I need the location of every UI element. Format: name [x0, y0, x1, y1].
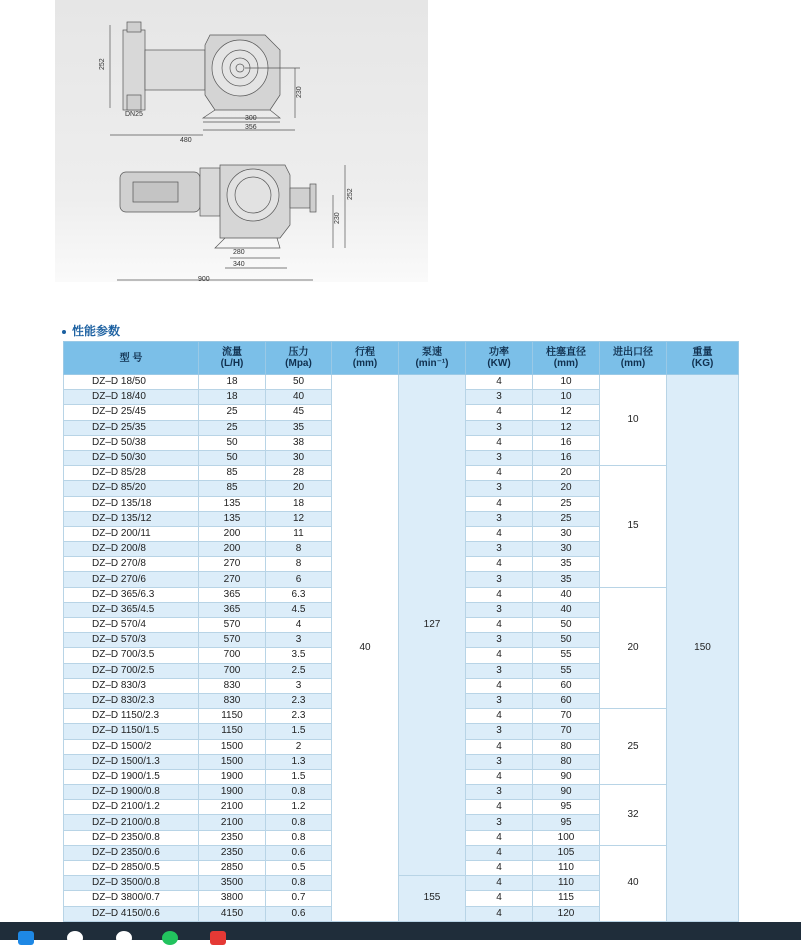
plunger-diameter-cell: 16	[533, 450, 600, 465]
pressure-cell: 6.3	[266, 587, 332, 602]
flow-cell: 135	[199, 496, 266, 511]
power-cell: 4	[466, 906, 533, 921]
taskbar	[0, 922, 801, 940]
plunger-diameter-cell: 80	[533, 739, 600, 754]
power-cell: 4	[466, 891, 533, 906]
power-cell: 3	[466, 693, 533, 708]
column-header	[667, 342, 739, 375]
flow-cell: 25	[199, 405, 266, 420]
plunger-diameter-cell: 60	[533, 678, 600, 693]
flow-cell: 830	[199, 678, 266, 693]
model-cell: DZ–D 2350/0.8	[64, 830, 199, 845]
pressure-cell: 1.2	[266, 800, 332, 815]
flow-cell: 85	[199, 466, 266, 481]
model-cell: DZ–D 4150/0.6	[64, 906, 199, 921]
port-diameter-cell: 32	[600, 785, 667, 846]
pressure-cell: 0.5	[266, 861, 332, 876]
plunger-diameter-cell: 55	[533, 648, 600, 663]
plunger-diameter-cell: 30	[533, 542, 600, 557]
flow-cell: 700	[199, 648, 266, 663]
plunger-diameter-cell: 10	[533, 375, 600, 390]
plunger-diameter-cell: 25	[533, 511, 600, 526]
port-diameter-cell: 15	[600, 466, 667, 588]
model-cell: DZ–D 50/30	[64, 450, 199, 465]
flow-cell: 4150	[199, 906, 266, 921]
plunger-diameter-cell: 12	[533, 405, 600, 420]
model-cell: DZ–D 2350/0.6	[64, 845, 199, 860]
model-cell: DZ–D 200/11	[64, 526, 199, 541]
flow-cell: 1500	[199, 739, 266, 754]
flow-cell: 1900	[199, 769, 266, 784]
power-cell: 4	[466, 587, 533, 602]
port-diameter-cell: 25	[600, 709, 667, 785]
model-cell: DZ–D 365/4.5	[64, 602, 199, 617]
power-cell: 4	[466, 876, 533, 891]
pressure-cell: 2.3	[266, 709, 332, 724]
power-cell: 4	[466, 845, 533, 860]
power-cell: 3	[466, 542, 533, 557]
power-cell: 4	[466, 800, 533, 815]
table-body	[64, 375, 739, 922]
column-header	[399, 342, 466, 375]
column-header-unit: (min⁻¹)	[415, 358, 449, 369]
flow-cell: 1150	[199, 724, 266, 739]
flow-cell: 365	[199, 602, 266, 617]
performance-table	[63, 341, 739, 922]
dim-230-side: 230	[334, 212, 341, 224]
column-header-unit: (L/H)	[220, 358, 244, 369]
pressure-cell: 0.8	[266, 815, 332, 830]
pressure-cell: 4.5	[266, 602, 332, 617]
power-cell: 3	[466, 785, 533, 800]
section-title-text: 性能参数	[72, 324, 121, 338]
plunger-diameter-cell: 70	[533, 709, 600, 724]
table-row	[64, 375, 739, 390]
dim-230-top: 230	[296, 86, 303, 98]
power-cell: 4	[466, 709, 533, 724]
plunger-diameter-cell: 10	[533, 390, 600, 405]
power-cell: 4	[466, 496, 533, 511]
flow-cell: 570	[199, 618, 266, 633]
plunger-diameter-cell: 120	[533, 906, 600, 921]
power-cell: 4	[466, 435, 533, 450]
wechat-icon[interactable]	[162, 931, 178, 945]
power-cell: 4	[466, 466, 533, 481]
mail-icon[interactable]	[18, 931, 34, 945]
power-cell: 3	[466, 754, 533, 769]
model-cell: DZ–D 570/3	[64, 633, 199, 648]
model-cell: DZ–D 85/20	[64, 481, 199, 496]
model-cell: DZ–D 85/28	[64, 466, 199, 481]
flow-cell: 3800	[199, 891, 266, 906]
flow-cell: 3500	[199, 876, 266, 891]
column-header	[466, 342, 533, 375]
pressure-cell: 28	[266, 466, 332, 481]
flow-cell: 830	[199, 693, 266, 708]
column-header	[600, 342, 667, 375]
pressure-cell: 1.5	[266, 769, 332, 784]
model-cell: DZ–D 1150/1.5	[64, 724, 199, 739]
flow-cell: 365	[199, 587, 266, 602]
flow-cell: 50	[199, 435, 266, 450]
plunger-diameter-cell: 90	[533, 769, 600, 784]
model-cell: DZ–D 135/12	[64, 511, 199, 526]
plunger-diameter-cell: 80	[533, 754, 600, 769]
pump-speed-cell: 127	[399, 375, 466, 876]
column-header-label: 功率	[489, 347, 509, 358]
flow-cell: 18	[199, 375, 266, 390]
model-cell: DZ–D 50/38	[64, 435, 199, 450]
section-title	[62, 322, 120, 339]
flow-cell: 25	[199, 420, 266, 435]
column-header-label: 行程	[355, 347, 375, 358]
flow-cell: 1500	[199, 754, 266, 769]
plunger-diameter-cell: 40	[533, 587, 600, 602]
pressure-cell: 8	[266, 557, 332, 572]
dim-252-top: 252	[99, 58, 106, 70]
pressure-cell: 6	[266, 572, 332, 587]
power-cell: 4	[466, 526, 533, 541]
flow-cell: 270	[199, 557, 266, 572]
power-cell: 4	[466, 557, 533, 572]
column-header-unit: (mm)	[620, 358, 646, 369]
port-diameter-cell: 20	[600, 587, 667, 709]
model-cell: DZ–D 1900/0.8	[64, 785, 199, 800]
model-cell: DZ–D 18/40	[64, 390, 199, 405]
model-cell: DZ–D 1500/1.3	[64, 754, 199, 769]
column-header-label: 流量	[222, 347, 242, 358]
flow-cell: 50	[199, 450, 266, 465]
dim-900: 900	[198, 276, 210, 282]
plunger-diameter-cell: 30	[533, 526, 600, 541]
app-red-icon[interactable]	[210, 931, 226, 945]
pressure-cell: 38	[266, 435, 332, 450]
power-cell: 4	[466, 405, 533, 420]
model-cell: DZ–D 830/3	[64, 678, 199, 693]
power-cell: 4	[466, 648, 533, 663]
column-header-label: 压力	[288, 347, 309, 358]
power-cell: 4	[466, 739, 533, 754]
flow-cell: 85	[199, 481, 266, 496]
browser-icon[interactable]	[67, 931, 83, 945]
dim-280: 280	[233, 249, 245, 256]
power-cell: 4	[466, 861, 533, 876]
plunger-diameter-cell: 50	[533, 633, 600, 648]
pump-speed-cell: 155	[399, 876, 466, 922]
table-header-row	[64, 342, 739, 375]
power-cell: 3	[466, 815, 533, 830]
plunger-diameter-cell: 35	[533, 557, 600, 572]
pressure-cell: 2.3	[266, 693, 332, 708]
pressure-cell: 45	[266, 405, 332, 420]
flow-cell: 270	[199, 572, 266, 587]
power-cell: 4	[466, 678, 533, 693]
flow-cell: 200	[199, 542, 266, 557]
plunger-diameter-cell: 40	[533, 602, 600, 617]
column-header	[199, 342, 266, 375]
pressure-cell: 8	[266, 542, 332, 557]
flow-cell: 18	[199, 390, 266, 405]
column-header-label: 型 号	[119, 352, 143, 364]
flow-cell: 2850	[199, 861, 266, 876]
flow-cell: 1900	[199, 785, 266, 800]
drawing-svg	[55, 0, 428, 282]
model-cell: DZ–D 1500/2	[64, 739, 199, 754]
pressure-cell: 3	[266, 633, 332, 648]
plunger-diameter-cell: 90	[533, 785, 600, 800]
plunger-diameter-cell: 95	[533, 815, 600, 830]
dim-dn25: DN25	[125, 111, 143, 118]
plunger-diameter-cell: 20	[533, 481, 600, 496]
power-cell: 3	[466, 633, 533, 648]
power-cell: 3	[466, 390, 533, 405]
model-cell: DZ–D 830/2.3	[64, 693, 199, 708]
power-cell: 3	[466, 420, 533, 435]
model-cell: DZ–D 18/50	[64, 375, 199, 390]
model-cell: DZ–D 1900/1.5	[64, 769, 199, 784]
pressure-cell: 0.8	[266, 876, 332, 891]
column-header-unit: (KG)	[691, 358, 714, 369]
power-cell: 3	[466, 602, 533, 617]
dim-252-side: 252	[347, 188, 354, 200]
model-cell: DZ–D 1150/2.3	[64, 709, 199, 724]
power-cell: 3	[466, 450, 533, 465]
power-cell: 4	[466, 769, 533, 784]
weight-cell: 150	[667, 375, 739, 922]
pressure-cell: 12	[266, 511, 332, 526]
model-cell: DZ–D 700/3.5	[64, 648, 199, 663]
model-cell: DZ–D 25/45	[64, 405, 199, 420]
plunger-diameter-cell: 100	[533, 830, 600, 845]
model-cell: DZ–D 135/18	[64, 496, 199, 511]
plunger-diameter-cell: 110	[533, 861, 600, 876]
pressure-cell: 0.6	[266, 906, 332, 921]
column-header-unit: (mm)	[553, 358, 579, 369]
model-cell: DZ–D 270/8	[64, 557, 199, 572]
model-cell: DZ–D 3500/0.8	[64, 876, 199, 891]
pressure-cell: 0.8	[266, 830, 332, 845]
plunger-diameter-cell: 115	[533, 891, 600, 906]
plunger-diameter-cell: 25	[533, 496, 600, 511]
column-header-unit: (Mpa)	[285, 358, 312, 369]
plunger-diameter-cell: 105	[533, 845, 600, 860]
column-header	[64, 342, 199, 375]
pressure-cell: 50	[266, 375, 332, 390]
flow-cell: 2350	[199, 845, 266, 860]
power-cell: 4	[466, 375, 533, 390]
flow-cell: 200	[199, 526, 266, 541]
flow-cell: 700	[199, 663, 266, 678]
pressure-cell: 35	[266, 420, 332, 435]
port-diameter-cell: 40	[600, 845, 667, 921]
column-header-unit: (mm)	[352, 358, 378, 369]
plunger-diameter-cell: 70	[533, 724, 600, 739]
power-cell: 3	[466, 724, 533, 739]
power-cell: 3	[466, 511, 533, 526]
model-cell: DZ–D 700/2.5	[64, 663, 199, 678]
model-cell: DZ–D 270/6	[64, 572, 199, 587]
plunger-diameter-cell: 60	[533, 693, 600, 708]
pressure-cell: 0.8	[266, 785, 332, 800]
flow-cell: 2100	[199, 800, 266, 815]
model-cell: DZ–D 25/35	[64, 420, 199, 435]
flow-cell: 2100	[199, 815, 266, 830]
model-cell: DZ–D 2100/1.2	[64, 800, 199, 815]
column-header	[266, 342, 332, 375]
port-diameter-cell: 10	[600, 375, 667, 466]
column-header-label: 进出口径	[613, 347, 653, 358]
power-cell: 4	[466, 618, 533, 633]
plunger-diameter-cell: 55	[533, 663, 600, 678]
power-cell: 3	[466, 663, 533, 678]
pressure-cell: 2	[266, 739, 332, 754]
flow-cell: 1150	[199, 709, 266, 724]
column-header-label: 柱塞直径	[546, 347, 586, 358]
bullet-icon	[62, 330, 66, 334]
model-cell: DZ–D 570/4	[64, 618, 199, 633]
column-header-label: 泵速	[422, 347, 442, 358]
flow-cell: 2350	[199, 830, 266, 845]
pressure-cell: 0.6	[266, 845, 332, 860]
power-cell: 4	[466, 830, 533, 845]
model-cell: DZ–D 200/8	[64, 542, 199, 557]
power-cell: 3	[466, 572, 533, 587]
dim-300: 300	[245, 115, 257, 122]
dim-356: 356	[245, 124, 257, 131]
column-header	[533, 342, 600, 375]
model-cell: DZ–D 2850/0.5	[64, 861, 199, 876]
pressure-cell: 1.5	[266, 724, 332, 739]
pressure-cell: 30	[266, 450, 332, 465]
plunger-diameter-cell: 12	[533, 420, 600, 435]
pressure-cell: 3.5	[266, 648, 332, 663]
pressure-cell: 0.7	[266, 891, 332, 906]
power-cell: 3	[466, 481, 533, 496]
column-header-unit: (KW)	[487, 358, 511, 369]
plunger-diameter-cell: 50	[533, 618, 600, 633]
column-header	[332, 342, 399, 375]
plunger-diameter-cell: 35	[533, 572, 600, 587]
stroke-cell: 40	[332, 375, 399, 922]
pressure-cell: 4	[266, 618, 332, 633]
dim-480: 480	[180, 137, 192, 144]
app-icon[interactable]	[116, 931, 132, 945]
plunger-diameter-cell: 16	[533, 435, 600, 450]
flow-cell: 135	[199, 511, 266, 526]
plunger-diameter-cell: 20	[533, 466, 600, 481]
pressure-cell: 2.5	[266, 663, 332, 678]
pump-dimension-drawing	[55, 0, 428, 282]
model-cell: DZ–D 365/6.3	[64, 587, 199, 602]
pressure-cell: 20	[266, 481, 332, 496]
column-header-label: 重量	[692, 347, 713, 358]
plunger-diameter-cell: 110	[533, 876, 600, 891]
plunger-diameter-cell: 95	[533, 800, 600, 815]
pressure-cell: 40	[266, 390, 332, 405]
pressure-cell: 11	[266, 526, 332, 541]
model-cell: DZ–D 2100/0.8	[64, 815, 199, 830]
flow-cell: 570	[199, 633, 266, 648]
model-cell: DZ–D 3800/0.7	[64, 891, 199, 906]
pressure-cell: 1.3	[266, 754, 332, 769]
dim-340: 340	[233, 261, 245, 268]
pressure-cell: 3	[266, 678, 332, 693]
pressure-cell: 18	[266, 496, 332, 511]
